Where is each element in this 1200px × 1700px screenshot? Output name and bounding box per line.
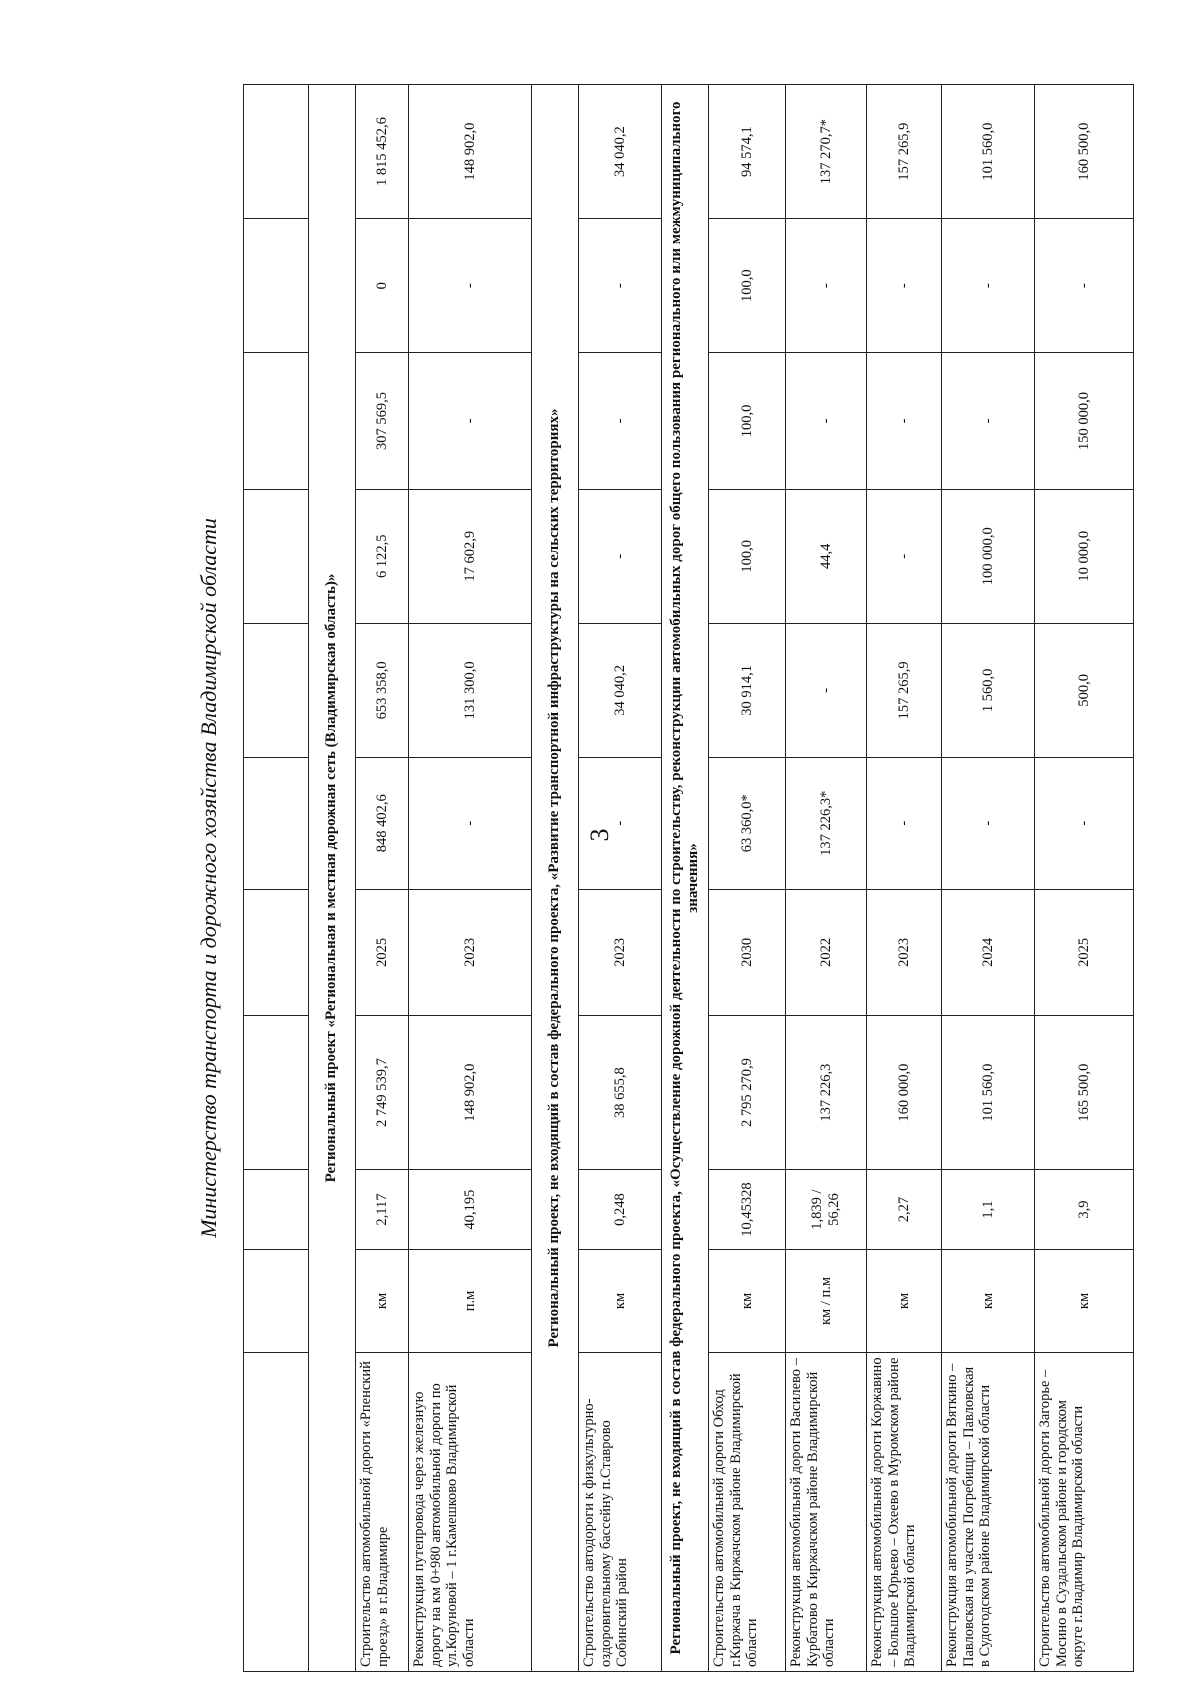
- rotated-table-region: [175, 84, 1175, 1672]
- table-row: Строительство автомобильной дороги Обход г.Киржача в Киржачском районе Владимирской области км 10,45328 2 795 270,9 2030 63 360,0* 30 914,1 100,0 100,0 100,0 94 574,1: [709, 85, 786, 1672]
- table-row: Реконструкция автомобильной дороги Василево – Курбатово в Киржачском районе Владимирской области км / п.м 1,839 / 56,26 137 226,3 2022 137 226,3* - 44,4 - - 137 270,7*: [786, 85, 867, 1672]
- section-title: Региональный проект «Региональная и местная дорожная сеть (Владимирская область)»: [309, 85, 356, 1672]
- program-table: [243, 84, 1134, 1672]
- table-row: Реконструкция путепровода через железную дорогу на км 0+980 автомобильной дороги по ул.Коруновой – 1 г.Камешково Владимирской области п.м 40,195 148 902,0 2023 - 131 300,0 17 602,9 - - 148 902,0: [409, 85, 532, 1672]
- table-row: Строительство автомобильной дороги Загорье – Мосино в Суздальском районе и городском округе г.Владимир Владимирской области км 3,9 165 500,0 2025 - 500,0 10 000,0 150 000,0 - 160 500,0: [1035, 85, 1134, 1672]
- section-title-row: [662, 85, 709, 1672]
- section-title-row: [309, 85, 356, 1672]
- table-row: Реконструкция автомобильной дороги Вяткино – Павловская на участке Погребищи – Павловская в Судогодском районе Владимирской области км 1,1 101 560,0 2024 - 1 560,0 100 000,0 - - 101 560,0: [942, 85, 1035, 1672]
- table-row: Реконструкция автомобильной дороги Коржавино – Большое Юрьево – Охеево в Муромском районе Владимирской области км 2,27 160 000,0 2023 - 157 265,9 - - - 157 265,9: [867, 85, 942, 1672]
- table-row: Строительство автомобильной дороги «Рпенский проезд» в г.Владимире км 2,117 2 749 539,7 2025 848 402,6 653 358,0 6 122,5 307 569,5 0 1 815 452,6: [356, 85, 409, 1672]
- table-row: Строительство автодороги к физкультурно-оздоровительному бассейну п.Ставрово Собинский район км 0,248 38 655,8 2023 - 34 040,2 - - - 34 040,2: [579, 85, 662, 1672]
- section-title: Региональный проект, не входящий в состав федерального проекта, «Осуществление дорожной деятельности по строительству, реконструкции автомобильных дорог общего пользования регионального или межмуниципального значения»: [662, 85, 709, 1672]
- table-header-row: [244, 85, 309, 1672]
- page-number: 3: [585, 828, 614, 842]
- section-title: Региональный проект, не входящий в состав федерального проекта, «Развитие транспортной инфраструктуры на сельских территориях»: [532, 85, 579, 1672]
- section-title-row: [532, 85, 579, 1672]
- document-title: Министерство транспорта и дорожного хозяйства Владимирской области: [196, 518, 221, 1238]
